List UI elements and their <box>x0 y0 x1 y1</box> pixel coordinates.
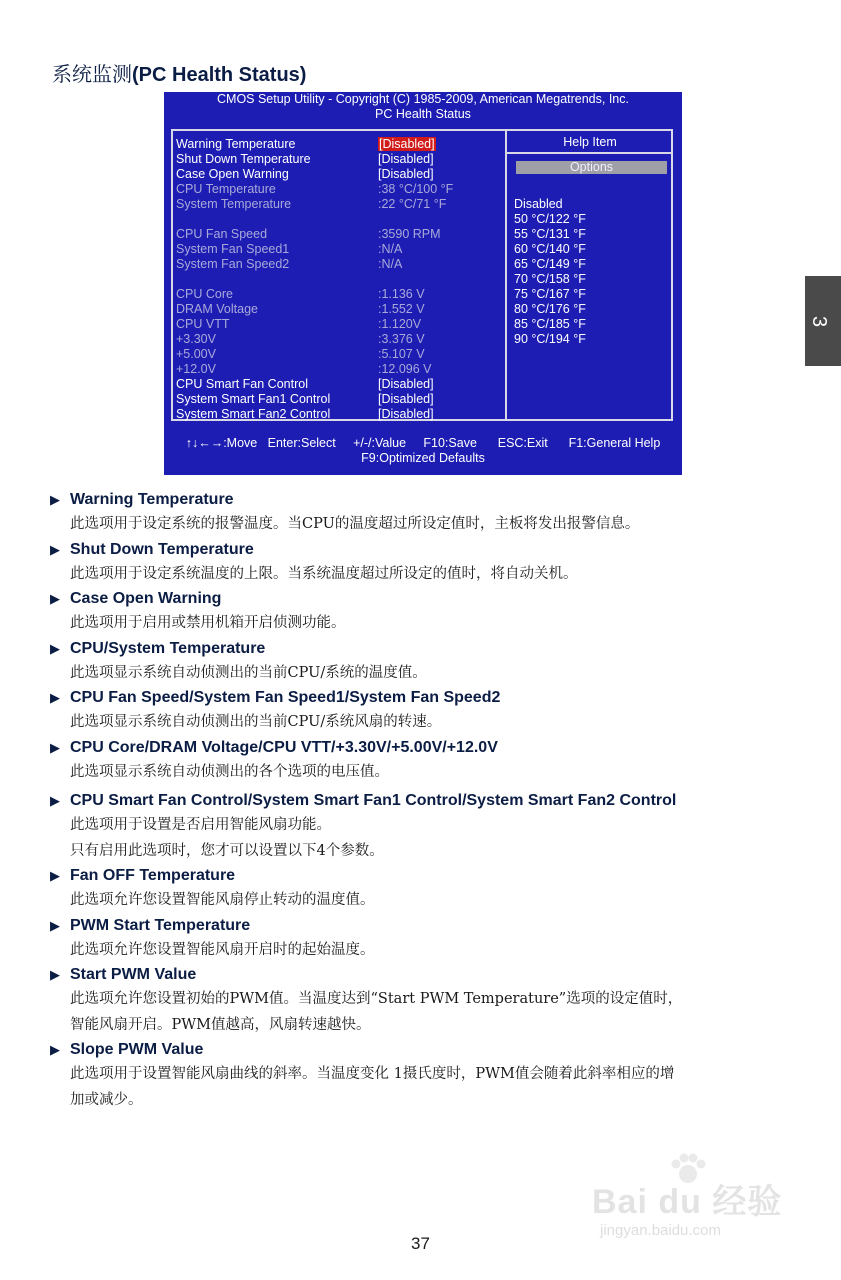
item-heading-text: CPU Fan Speed/System Fan Speed1/System Fan Speed2 <box>70 689 501 706</box>
item-description: 此选项允许您设置智能风扇开启时的起始温度。 <box>70 941 375 958</box>
item-description: 只有启用此选项时，您才可以设置以下4个参数。 <box>70 842 384 859</box>
page-title <box>52 58 306 87</box>
bios-setting-label: Case Open Warning <box>176 167 289 181</box>
page-title-en: (PC Health Status) <box>132 64 307 86</box>
bios-setting-value-text: [Disabled] <box>379 137 435 151</box>
item-description: 智能风扇开启。PWM值越高，风扇转速越快。 <box>70 1016 371 1033</box>
bios-header-title: PC Health Status <box>375 107 471 121</box>
bullet-triangle-icon: ▶ <box>50 591 60 606</box>
bios-setting-value <box>378 407 434 422</box>
bullet-triangle-icon: ▶ <box>50 793 60 808</box>
page-number: 37 <box>411 1234 430 1253</box>
chapter-tab <box>805 276 841 366</box>
item-description: 此选项用于启用或禁用机箱开启侦测功能。 <box>70 615 346 631</box>
bios-setting-row <box>176 257 501 272</box>
bios-setting-row[interactable] <box>176 377 501 392</box>
bios-setting-label: System Smart Fan1 Control <box>176 392 331 406</box>
bullet-triangle-icon: ▶ <box>50 917 60 933</box>
bios-setting-value <box>378 392 434 407</box>
bios-setting-value-text: [Disabled] <box>378 152 434 166</box>
bios-setting-row <box>176 332 501 347</box>
bios-setting-row <box>176 347 501 362</box>
bios-setting-value-text: :5.107 V <box>378 347 425 361</box>
bios-setting-value-text: :38 °C/100 °F <box>378 182 454 196</box>
bios-setting-label: +5.00V <box>176 347 216 361</box>
bios-setting-value-text: :1.120V <box>378 317 422 331</box>
bullet-triangle-icon: ▶ <box>50 690 60 705</box>
page-title-zh: 系统监测 <box>52 64 132 86</box>
bios-setting-value <box>378 242 402 257</box>
help-item-title: Help Item <box>563 135 617 149</box>
bios-setting-value-text: :1.552 V <box>378 302 425 316</box>
help-separator <box>507 152 673 154</box>
help-option-item: 80 °C/176 °F <box>514 302 586 316</box>
help-option-item: Disabled <box>514 197 563 211</box>
bios-setting-label: System Fan Speed2 <box>176 257 290 271</box>
bios-setting-label: Shut Down Temperature <box>176 152 311 166</box>
bios-setting-row[interactable] <box>176 167 501 182</box>
help-options-list <box>514 197 586 347</box>
item-heading <box>50 789 810 813</box>
item-heading <box>50 637 810 661</box>
bios-setting-row[interactable] <box>176 152 501 167</box>
bios-setting-row <box>176 317 501 332</box>
item-heading-text: CPU/System Temperature <box>70 639 266 657</box>
item-heading <box>50 864 810 888</box>
bullet-triangle-icon: ▶ <box>50 868 60 883</box>
bullet-triangle-icon: ▶ <box>50 967 60 982</box>
item-heading-text: CPU Smart Fan Control/System Smart Fan1 Control/System Smart Fan2 Control <box>70 792 677 809</box>
help-option-item: 90 °C/194 °F <box>514 332 586 346</box>
bios-header-copyright: CMOS Setup Utility - Copyright (C) 1985-2009, American Megatrends, Inc. <box>217 92 629 106</box>
chapter-tab-number: 3 <box>808 315 831 328</box>
item-description: 此选项显示系统自动侦测出的各个选项的电压值。 <box>70 763 389 780</box>
bios-footer-keys: ↑↓←→:Move Enter:Select +/-/:Value F10:Save ESC:Exit F1:General Help <box>185 436 661 450</box>
bios-setting-value <box>378 257 402 272</box>
bios-setting-label: CPU Temperature <box>176 182 276 196</box>
item-heading <box>50 963 810 987</box>
bios-setting-value <box>378 182 453 197</box>
item-heading-text: Shut Down Temperature <box>70 540 254 558</box>
bios-setting-value <box>378 167 434 182</box>
bios-setting-label: Warning Temperature <box>176 137 296 151</box>
bullet-triangle-icon: ▶ <box>50 640 60 656</box>
bios-footer <box>164 436 682 466</box>
item-heading-text: CPU Core/DRAM Voltage/CPU VTT/+3.30V/+5.00V/+12.0V <box>70 738 498 756</box>
bios-setting-label: CPU Core <box>176 287 233 301</box>
bios-setting-label: System Smart Fan2 Control <box>176 407 331 421</box>
item-heading <box>50 686 810 710</box>
bios-setting-row <box>176 197 501 212</box>
bullet-triangle-icon: ▶ <box>50 1042 60 1057</box>
bios-setting-row <box>176 302 501 317</box>
item-heading-text: Fan OFF Temperature <box>70 867 236 884</box>
item-description: 此选项用于设置是否启用智能风扇功能。 <box>70 817 331 833</box>
item-description: 此选项显示系统自动侦测出的当前CPU/系统风扇的转速。 <box>70 714 442 730</box>
item-heading-text: Slope PWM Value <box>70 1041 204 1058</box>
bios-setting-value <box>378 332 425 347</box>
item-heading <box>50 914 810 938</box>
item-heading <box>50 488 810 512</box>
bios-setting-value <box>378 362 432 377</box>
bios-setting-value-text: :1.136 V <box>378 287 425 301</box>
bios-setting-label: CPU VTT <box>176 317 230 331</box>
help-option-item: 50 °C/122 °F <box>514 212 586 226</box>
bios-setting-value <box>378 302 425 317</box>
bios-setting-value <box>378 377 434 392</box>
bios-setting-value <box>378 347 425 362</box>
bios-screenshot <box>164 92 682 475</box>
bios-setting-value-text: :3.376 V <box>378 332 425 346</box>
bios-setting-value-text: [Disabled] <box>378 377 434 391</box>
bios-setting-value <box>378 197 446 212</box>
bios-setting-value-text: :N/A <box>378 257 403 271</box>
item-heading-text: PWM Start Temperature <box>70 916 251 934</box>
item-description: 此选项用于设置智能风扇曲线的斜率。当温度变化 1摄氏度时，PWM值会随着此斜率相应的增 <box>70 1066 675 1082</box>
item-description: 此选项用于设定系统温度的上限。当系统温度超过所设定的值时，将自动关机。 <box>70 565 578 582</box>
bios-setting-value-text: :12.096 V <box>378 362 432 376</box>
watermark-logo: Bai du 经验 <box>592 1183 783 1221</box>
bios-setting-value-text: :N/A <box>378 242 403 256</box>
bios-setting-label: CPU Smart Fan Control <box>176 377 308 391</box>
bios-setting-value-text: [Disabled] <box>378 167 434 181</box>
help-option-item: 60 °C/140 °F <box>514 242 586 256</box>
item-heading <box>50 538 810 562</box>
bios-setting-value <box>378 227 441 242</box>
help-option-item: 65 °C/149 °F <box>514 257 586 271</box>
description-list <box>50 488 810 1113</box>
bios-setting-label: CPU Fan Speed <box>176 227 268 241</box>
bios-setting-row <box>176 272 501 287</box>
item-heading <box>50 736 810 760</box>
bios-setting-row <box>176 212 501 227</box>
bios-setting-value <box>378 287 425 302</box>
bios-settings-list <box>176 137 501 422</box>
help-option-item: 70 °C/158 °F <box>514 272 586 286</box>
bios-setting-label: System Temperature <box>176 197 292 211</box>
item-description: 加或减少。 <box>70 1091 143 1108</box>
help-option-item: 55 °C/131 °F <box>514 227 586 241</box>
watermark-url: jingyan.baidu.com <box>600 1222 721 1239</box>
item-description: 此选项允许您设置初始的PWM值。当温度达到“Start PWM Temperature”选项的设定值时， <box>70 991 683 1007</box>
bios-setting-row[interactable] <box>176 392 501 407</box>
item-heading-text: Case Open Warning <box>70 590 222 607</box>
bios-setting-value-text: :22 °C/71 °F <box>378 197 447 211</box>
item-heading <box>50 587 810 611</box>
item-description: 此选项用于设定系统的报警温度。当CPU的温度超过所设定值时，主板将发出报警信息。 <box>70 516 640 532</box>
item-heading-text: Warning Temperature <box>70 491 234 508</box>
bios-setting-value-text: [Disabled] <box>378 392 434 406</box>
item-heading <box>50 1038 810 1062</box>
bios-setting-value <box>378 137 436 152</box>
bios-setting-value <box>378 152 434 167</box>
bios-setting-label: +12.0V <box>176 362 216 376</box>
bios-setting-value <box>378 317 421 332</box>
item-description: 此选项显示系统自动侦测出的当前CPU/系统的温度值。 <box>70 664 427 681</box>
bullet-triangle-icon: ▶ <box>50 541 60 557</box>
item-description: 此选项允许您设置智能风扇停止转动的温度值。 <box>70 892 375 908</box>
help-option-item: 85 °C/185 °F <box>514 317 586 331</box>
bios-frame-divider <box>505 129 507 421</box>
bios-setting-row <box>176 182 501 197</box>
bios-setting-row <box>176 287 501 302</box>
bios-header <box>164 92 682 122</box>
bullet-triangle-icon: ▶ <box>50 739 60 755</box>
bios-setting-row[interactable] <box>176 137 501 152</box>
help-options-bar: Options <box>516 161 667 174</box>
item-heading-text: Start PWM Value <box>70 966 197 983</box>
bios-setting-row <box>176 227 501 242</box>
bios-setting-row <box>176 242 501 257</box>
bios-setting-row <box>176 362 501 377</box>
bios-footer-defaults: F9:Optimized Defaults <box>361 451 485 465</box>
help-option-item: 75 °C/167 °F <box>514 287 586 301</box>
bios-setting-value-text: [Disabled] <box>378 407 434 421</box>
bios-setting-value-text: :3590 RPM <box>378 227 441 241</box>
bios-setting-row[interactable] <box>176 407 501 422</box>
bios-setting-label: DRAM Voltage <box>176 302 258 316</box>
bios-setting-label: System Fan Speed1 <box>176 242 290 256</box>
bullet-triangle-icon: ▶ <box>50 492 60 507</box>
bios-setting-label: +3.30V <box>176 332 216 346</box>
